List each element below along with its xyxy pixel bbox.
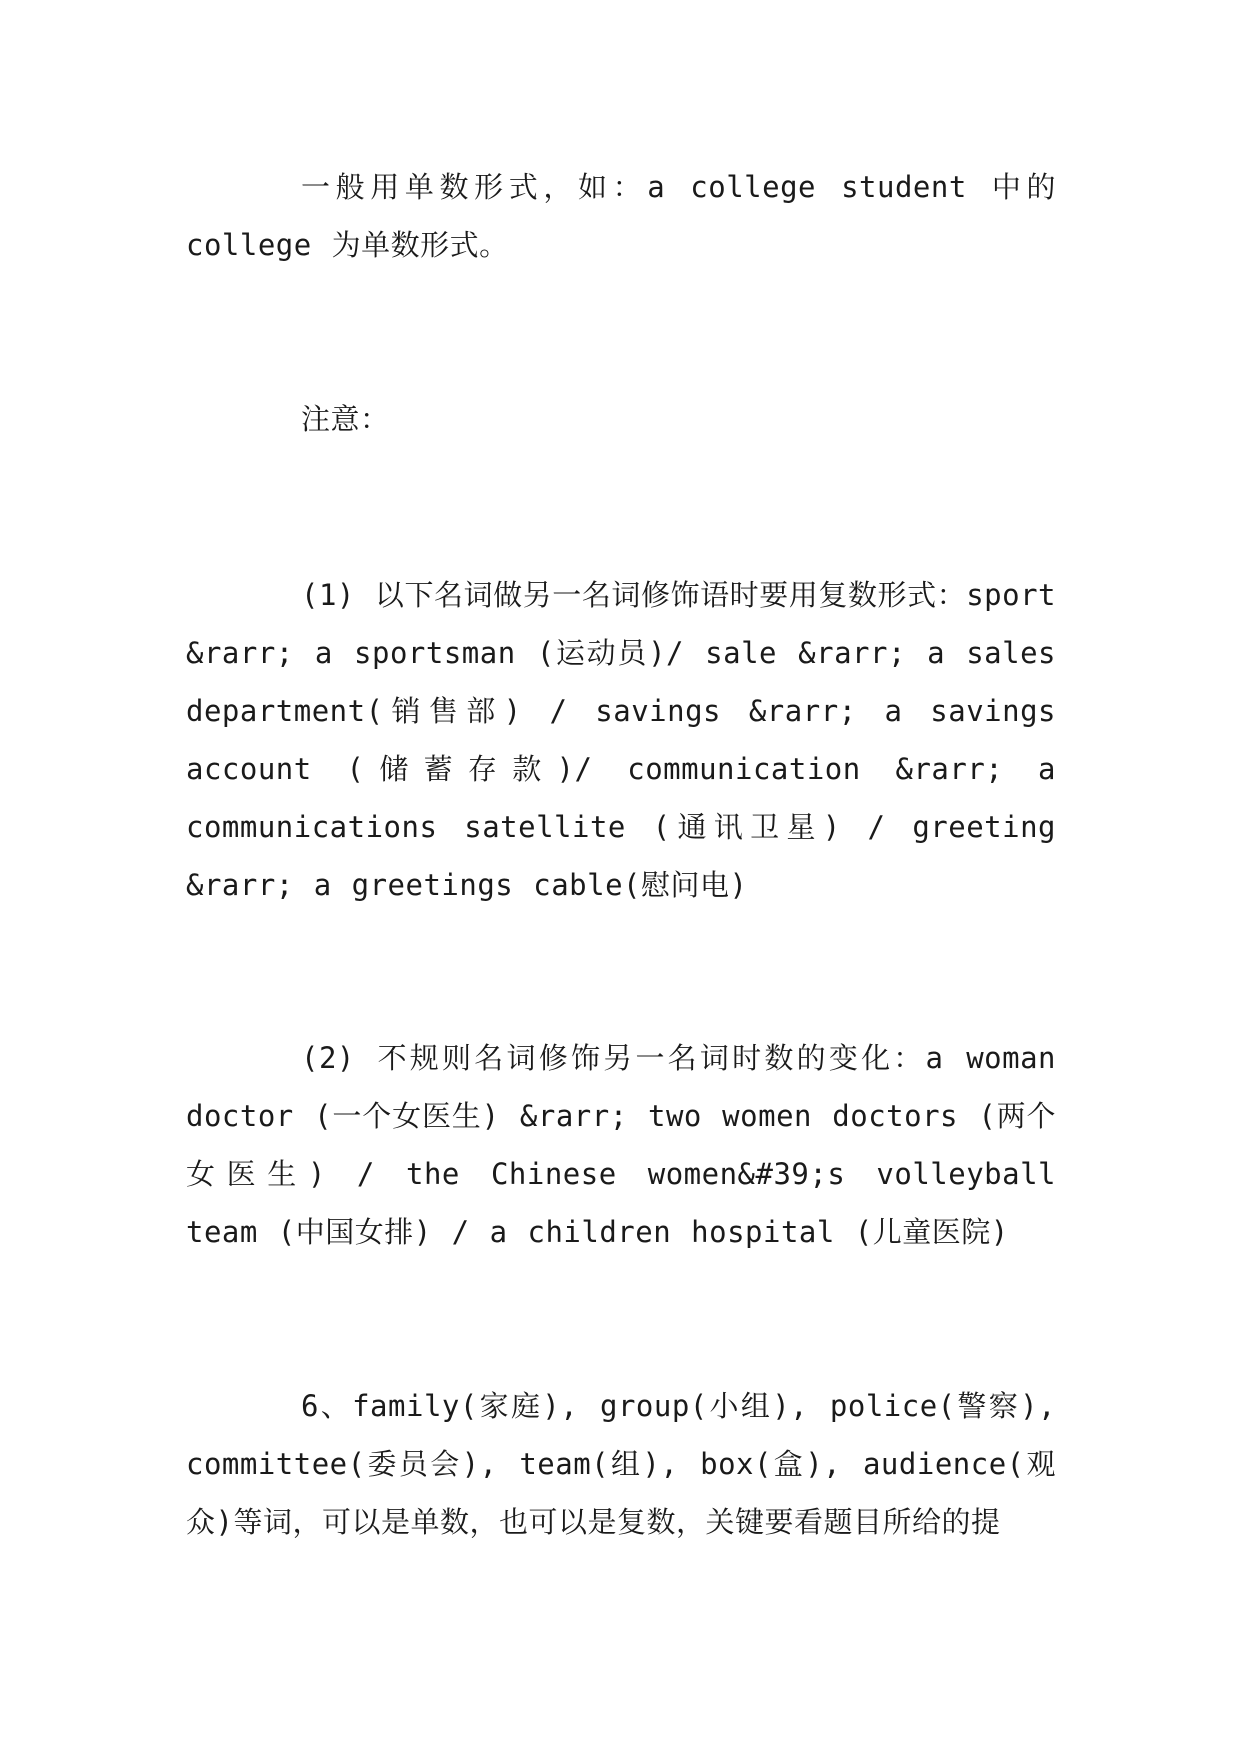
paragraph-irregular-noun-rule: (2) 不规则名词修饰另一名词时数的变化：a woman doctor (一个女医生) &rarr; two women doctors (两个女医生) / the Chinese women&#39;s volleyball team (中国女排) / a children hospital (儿童医院): [186, 1041, 1056, 1249]
paragraph-note-heading: 注意：: [301, 402, 390, 436]
paragraph-singular-form: 一般用单数形式，如：a college student 中的 college 为单数形式。: [186, 170, 1056, 262]
paragraph-plural-modifier-rule: (1) 以下名词做另一名词修饰语时要用复数形式：sport &rarr; a sportsman (运动员)/ sale &rarr; a sales department(销售部) / savings &rarr; a savings account (储蓄存款)/ communication &rarr; a communications satellite (通讯卫星) / greeting &rarr; a greetings cable(慰问电): [186, 578, 1056, 902]
paragraph-collective-nouns: 6、family(家庭), group(小组), police(警察), committee(委员会), team(组), box(盒), audience(观众)等词，可以是单数，也可以是复数，关键要看题目所给的提: [186, 1389, 1056, 1539]
